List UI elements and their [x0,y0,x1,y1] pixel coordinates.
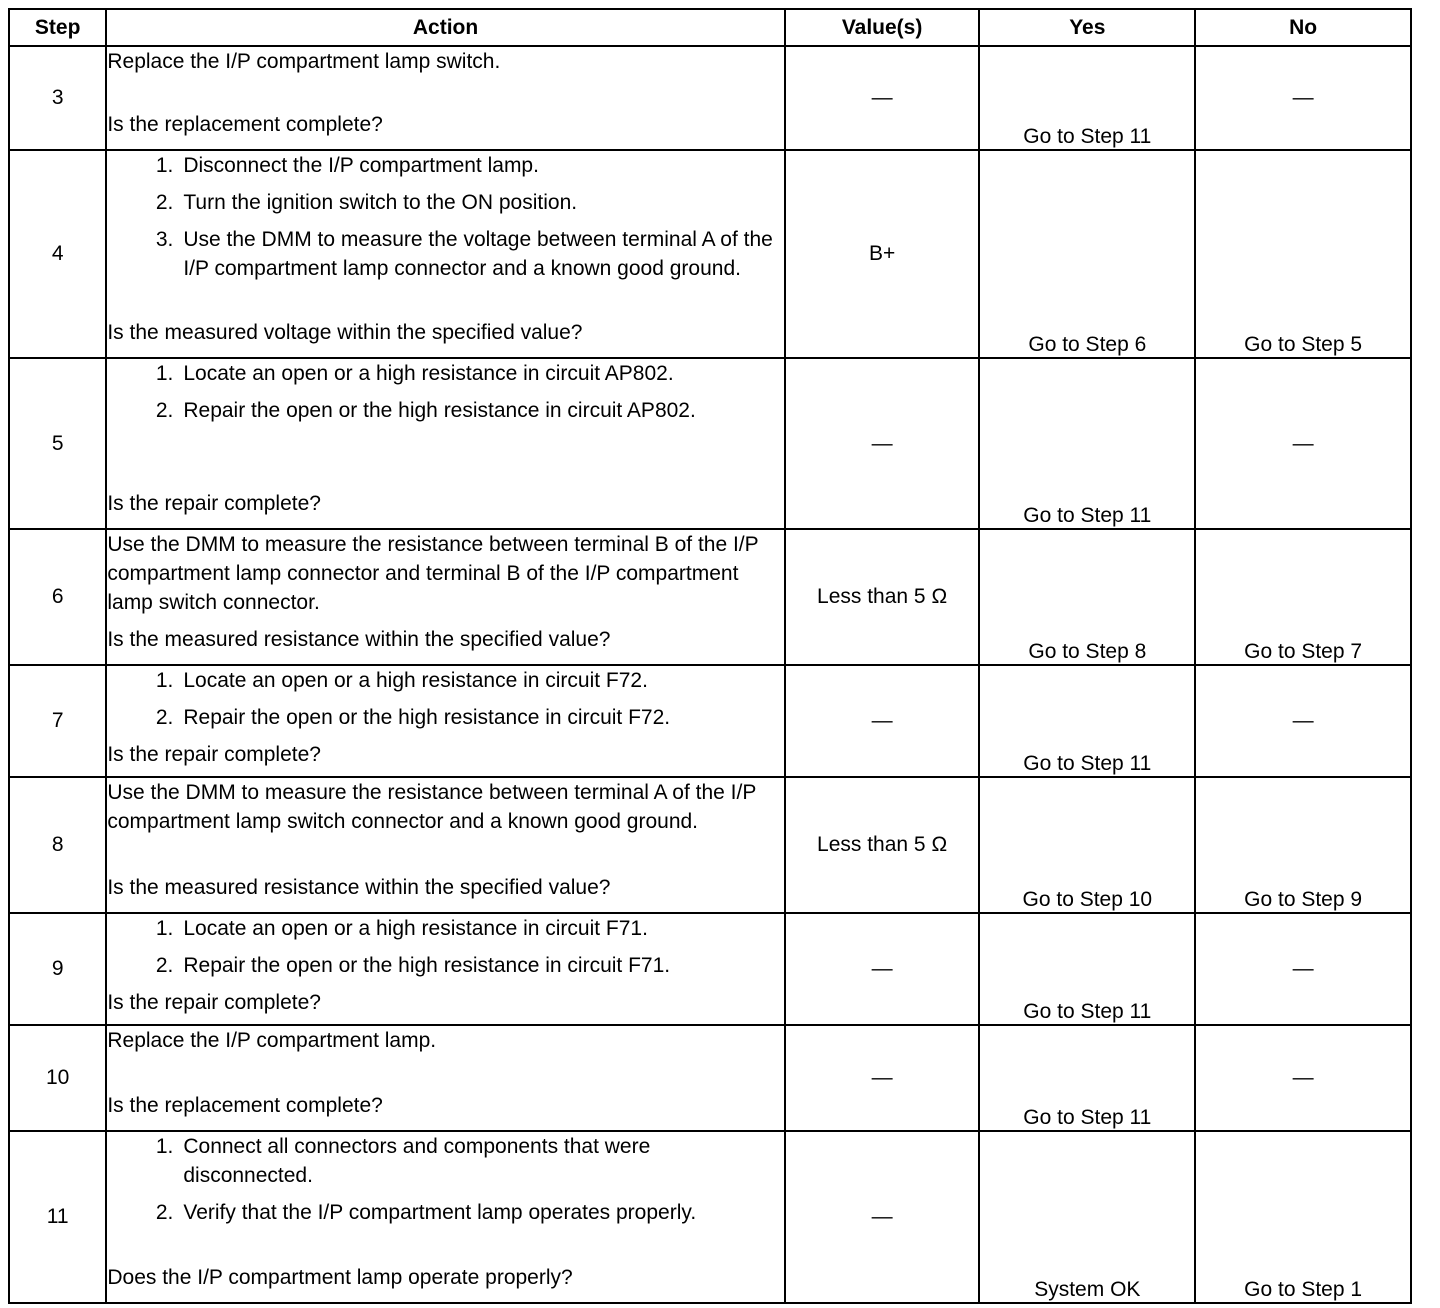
substep-number: 1. [155,917,174,940]
table-row [9,665,1411,777]
action-lead-text: Use the DMM to measure the resistance between terminal B of the I/P compartment lamp connector and terminal B of the I/P compartment lamp switch connector. [107,533,759,614]
no-cell: — [1195,358,1411,529]
substep-text: Repair the open or the high resistance in circuit AP802. [183,399,696,422]
table-row [9,1131,1411,1303]
table-body [9,46,1411,1303]
substep-number: 2. [155,954,174,977]
action-instructions [107,151,783,291]
substep-text: Locate an open or a high resistance in circuit F71. [183,917,648,940]
list-item [107,359,783,388]
yes-cell: Go to Step 11 [979,913,1195,1025]
list-item [107,703,783,732]
header-no: No [1195,9,1411,46]
header-value: Value(s) [785,9,980,46]
value-cell: Less than 5 Ω [785,529,980,665]
yes-cell: Go to Step 11 [979,358,1195,529]
action-question: Is the repair complete? [107,492,321,515]
action-cell [106,665,784,777]
list-item [107,188,783,217]
substep-text: Locate an open or a high resistance in circuit AP802. [183,362,674,385]
substep-text: Use the DMM to measure the voltage between terminal A of the I/P compartment lamp connector and a known good ground. [183,228,773,280]
action-instructions [107,1132,783,1235]
substep-number: 1. [155,362,174,385]
header-row [9,9,1411,46]
table-row [9,358,1411,529]
yes-cell: Go to Step 10 [979,777,1195,913]
value-cell: — [785,46,980,150]
step-number: 5 [9,358,106,529]
action-cell [106,150,784,358]
action-content [107,914,783,1014]
action-content [107,666,783,766]
action-question: Is the replacement complete? [107,1094,383,1117]
list-item [107,225,783,283]
substep-list [107,151,783,283]
yes-cell: Go to Step 11 [979,46,1195,150]
step-number: 10 [9,1025,106,1131]
list-item [107,914,783,943]
substep-text: Repair the open or the high resistance in circuit F71. [183,954,671,977]
substep-number: 1. [155,1135,174,1158]
step-number: 7 [9,665,106,777]
table-row [9,46,1411,150]
substep-number: 2. [155,706,174,729]
substep-text: Disconnect the I/P compartment lamp. [183,154,539,177]
action-question: Is the repair complete? [107,991,321,1014]
value-cell: — [785,1131,980,1303]
value-cell: — [785,913,980,1025]
step-number: 11 [9,1131,106,1303]
action-question: Is the repair complete? [107,743,321,766]
substep-list [107,1132,783,1227]
substep-number: 1. [155,669,174,692]
list-item [107,666,783,695]
header-yes: Yes [979,9,1195,46]
action-content [107,151,783,347]
action-instructions [107,47,783,76]
action-question: Is the replacement complete? [107,113,383,136]
substep-number: 2. [155,191,174,214]
list-item [107,396,783,425]
action-cell [106,358,784,529]
step-number: 9 [9,913,106,1025]
action-cell [106,1131,784,1303]
no-cell: — [1195,46,1411,150]
action-cell [106,913,784,1025]
no-cell: — [1195,1025,1411,1131]
substep-text: Verify that the I/P compartment lamp operates properly. [183,1201,697,1224]
list-item [107,1132,783,1190]
action-cell [106,529,784,665]
substep-text: Connect all connectors and components that were disconnected. [183,1135,651,1187]
action-question: Is the measured voltage within the specified value? [107,321,583,344]
no-cell: — [1195,665,1411,777]
yes-cell: System OK [979,1131,1195,1303]
action-instructions [107,530,783,617]
action-cell [106,1025,784,1131]
action-lead-text: Use the DMM to measure the resistance between terminal A of the I/P compartment lamp switch connector and a known good ground. [107,781,756,833]
list-item [107,151,783,180]
step-number: 6 [9,529,106,665]
value-cell: Less than 5 Ω [785,777,980,913]
action-instructions [107,359,783,433]
action-content [107,1132,783,1292]
value-cell: — [785,1025,980,1131]
value-cell: B+ [785,150,980,358]
action-content [107,47,783,139]
action-instructions [107,1026,783,1055]
substep-number: 1. [155,154,174,177]
action-content [107,359,783,518]
no-cell: Go to Step 1 [1195,1131,1411,1303]
substep-number: 3. [155,228,174,251]
action-content [107,1026,783,1120]
substep-list [107,914,783,980]
value-cell: — [785,358,980,529]
action-question: Is the measured resistance within the specified value? [107,876,611,899]
action-content [107,530,783,654]
step-number: 3 [9,46,106,150]
table-row [9,150,1411,358]
table-row [9,913,1411,1025]
table-row [9,529,1411,665]
table-row [9,777,1411,913]
yes-cell: Go to Step 6 [979,150,1195,358]
action-cell [106,777,784,913]
substep-number: 2. [155,1201,174,1224]
yes-cell: Go to Step 8 [979,529,1195,665]
substep-list [107,666,783,732]
header-action: Action [106,9,784,46]
action-content [107,778,783,902]
action-instructions [107,666,783,740]
no-cell: — [1195,913,1411,1025]
action-instructions [107,914,783,988]
value-cell: — [785,665,980,777]
step-number: 4 [9,150,106,358]
diagnostic-table [8,8,1412,1304]
no-cell: Go to Step 9 [1195,777,1411,913]
action-lead-text: Replace the I/P compartment lamp. [107,1029,437,1052]
yes-cell: Go to Step 11 [979,1025,1195,1131]
table-row [9,1025,1411,1131]
no-cell: Go to Step 5 [1195,150,1411,358]
substep-text: Locate an open or a high resistance in circuit F72. [183,669,648,692]
step-number: 8 [9,777,106,913]
action-question: Is the measured resistance within the specified value? [107,628,611,651]
action-instructions [107,778,783,836]
substep-list [107,359,783,425]
yes-cell: Go to Step 11 [979,665,1195,777]
action-question: Does the I/P compartment lamp operate properly? [107,1266,573,1289]
action-cell [106,46,784,150]
substep-number: 2. [155,399,174,422]
substep-text: Repair the open or the high resistance in circuit F72. [183,706,671,729]
action-lead-text: Replace the I/P compartment lamp switch. [107,50,501,73]
list-item [107,1198,783,1227]
header-step: Step [9,9,106,46]
list-item [107,951,783,980]
substep-text: Turn the ignition switch to the ON position. [183,191,578,214]
no-cell: Go to Step 7 [1195,529,1411,665]
